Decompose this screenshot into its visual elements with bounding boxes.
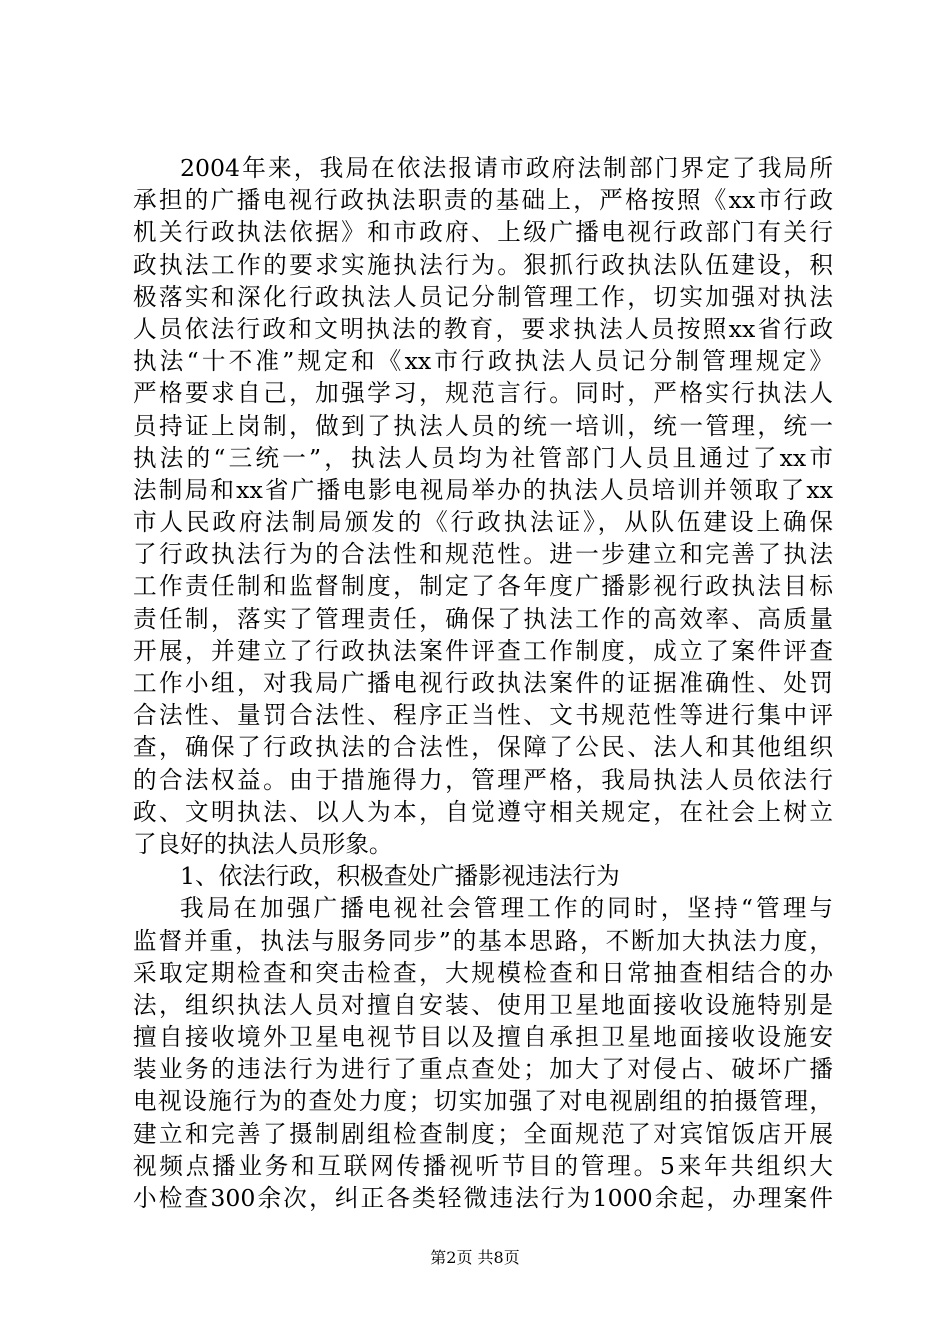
body-line: 视频点播业务和互联网传播视听节目的管理。5来年共组织大 [133,1151,833,1180]
body-line: 工作小组，对我局广播电视行政执法案件的证据准确性、处罚 [133,669,833,697]
body-line: 极落实和深化行政执法人员记分制管理工作，切实加强对执法 [133,282,833,311]
body-line: 装业务的违法行为进行了重点查处；加大了对侵占、破坏广播 [133,1055,833,1084]
body-line: 责任制，落实了管理责任，确保了执法工作的高效率、高质量 [133,604,833,633]
body-line: 政执法工作的要求实施执法行为。狠抓行政执法队伍建设，积 [133,250,833,279]
body-line: 法，组织执法人员对擅自安装、使用卫星地面接收设施特别是 [133,990,833,1019]
body-line: 查，确保了行政执法的合法性，保障了公民、法人和其他组织 [133,733,833,762]
body-line: 了良好的执法人员形象。 [133,829,393,858]
document-body [133,152,833,1214]
page-footer: 第2页 共8页 [430,1248,520,1267]
body-line: 采取定期检查和突击检查，大规模检查和日常抽查相结合的办 [133,958,833,987]
body-line: 员持证上岗制，做到了执法人员的统一培训，统一管理，统一 [133,411,833,440]
body-line: 政、文明执法、以人为本，自觉遵守相关规定，在社会上树立 [133,797,833,826]
body-line: 2004年来，我局在依法报请市政府法制部门界定了我局所 [180,154,833,182]
body-line: 执法的“三统一”，执法人员均为社管部门人员且通过了xx市 [133,443,833,472]
body-line: 人员依法行政和文明执法的教育，要求执法人员按照xx省行政 [133,314,833,343]
body-line: 市人民政府法制局颁发的《行政执法证》，从队伍建设上确保 [133,508,833,537]
body-line: 承担的广播电视行政执法职责的基础上，严格按照《xx市行政 [133,186,833,215]
body-line: 工作责任制和监督制度，制定了各年度广播影视行政执法目标 [133,572,833,601]
body-line: 合法性、量罚合法性、程序正当性、文书规范性等进行集中评 [133,701,833,730]
body-line: 执法“十不准”规定和《xx市行政执法人员记分制管理规定》 [133,347,833,376]
body-line: 开展，并建立了行政执法案件评查工作制度，成立了案件评查 [133,636,833,665]
body-line: 我局在加强广播电视社会管理工作的同时，坚持“管理与 [180,894,833,923]
body-line: 的合法权益。由于措施得力，管理严格，我局执法人员依法行 [133,765,833,794]
body-line: 1、依法行政，积极查处广播影视违法行为 [180,862,620,891]
body-line: 小检查300余次，纠正各类轻微违法行为1000余起，办理案件 [133,1184,833,1212]
body-line: 建立和完善了摄制剧组检查制度；全面规范了对宾馆饭店开展 [133,1119,833,1148]
body-line: 机关行政执法依据》和市政府、上级广播电视行政部门有关行 [133,218,833,247]
body-line: 了行政执法行为的合法性和规范性。进一步建立和完善了执法 [133,540,833,569]
body-line: 严格要求自己，加强学习，规范言行。同时，严格实行执法人 [133,379,833,408]
body-line: 法制局和xx省广播电影电视局举办的执法人员培训并领取了xx [133,475,833,504]
body-line: 擅自接收境外卫星电视节目以及擅自承担卫星地面接收设施安 [133,1023,833,1052]
body-line: 监督并重，执法与服务同步”的基本思路，不断加大执法力度， [133,926,833,955]
body-line: 电视设施行为的查处力度；切实加强了对电视剧组的拍摄管理， [133,1087,833,1116]
